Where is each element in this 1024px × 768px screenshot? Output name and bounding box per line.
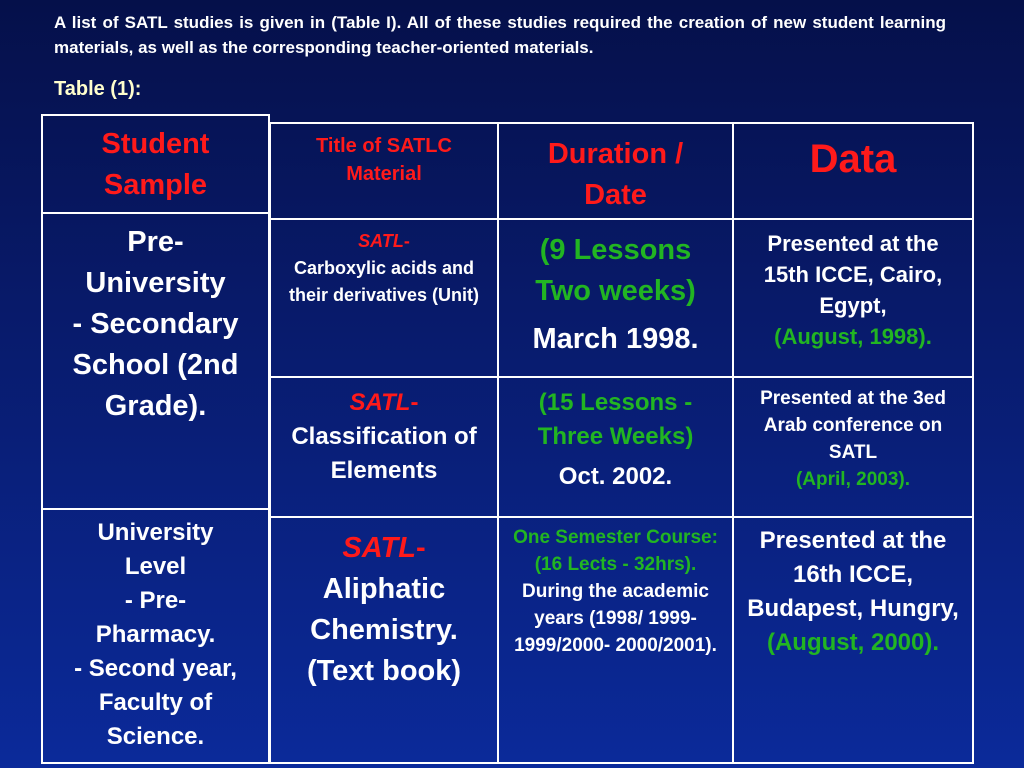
row1-duration: (9 Lessons Two weeks): [535, 234, 696, 307]
student-sample-header: Student Sample: [101, 128, 210, 201]
university-level-line: Pharmacy.: [95, 621, 216, 648]
university-level-line: University: [97, 519, 214, 546]
header-duration-date: Duration / Date: [547, 138, 684, 211]
row3-title-cell: [271, 518, 497, 762]
row1-data-cell: [734, 220, 972, 376]
pre-university-line: Grade).: [104, 390, 207, 422]
row2-duration-cell: [499, 378, 732, 516]
row1-data-text: Presented at the 15th ICCE, Cairo, Egypt,: [763, 231, 943, 318]
satl-prefix: SATL: [342, 532, 416, 564]
university-level-line: - Pre-: [124, 587, 187, 614]
pre-university-cell: [43, 214, 268, 510]
pre-university-line: Pre-: [127, 226, 184, 258]
row2-data-cell: [734, 378, 972, 516]
university-level-line: - Second year,: [74, 655, 237, 682]
university-level-line: Science.: [106, 723, 205, 750]
university-level-cell: [43, 510, 268, 762]
university-level-line: Faculty of: [98, 689, 213, 716]
satl-materials-table: [269, 122, 974, 764]
row1-data-date: (August, 1998).: [774, 324, 932, 349]
row1-duration-cell: [499, 220, 732, 376]
header-title-of-material: Title of SATLC Material: [316, 135, 452, 185]
satl-dash: -: [415, 532, 426, 564]
row2-title-text: Classification of Elements: [291, 423, 477, 484]
row3-duration: One Semester Course: (16 Lects - 32hrs).: [513, 527, 718, 575]
row2-data-date: (April, 2003).: [795, 469, 911, 490]
pre-university-line: - Secondary: [72, 308, 239, 340]
row3-data-cell: [734, 518, 972, 762]
row1-title-text: Carboxylic acids and their derivatives (Unit): [288, 258, 480, 305]
satl-dash: -: [410, 389, 419, 416]
header-data: Data: [809, 137, 897, 181]
satl-prefix: SATL: [349, 389, 411, 416]
row3-date: During the academic years (1998/ 1999- 1999/2000- 2000/2001).: [514, 581, 717, 656]
university-level-line: Level: [124, 553, 187, 580]
row2-data-text: Presented at the 3ed Arab conference on SATL: [760, 388, 946, 463]
satl-dash: -: [403, 231, 410, 251]
row1-date: March 1998.: [532, 323, 699, 355]
row3-data-date: (August, 2000).: [766, 629, 940, 656]
student-sample-header-cell: [43, 116, 268, 214]
satl-prefix: SATL: [358, 231, 404, 251]
intro-paragraph: A list of SATL studies is given in (Table I). All of these studies required the creation of new student learning materials, as well as the corresponding teacher-oriented materials.: [54, 13, 946, 57]
row3-duration-cell: [499, 518, 732, 762]
pre-university-line: School (2nd: [72, 349, 239, 381]
row2-duration: (15 Lessons - Three Weeks): [537, 389, 694, 450]
row1-title-cell: [271, 220, 497, 376]
row2-title-cell: [271, 378, 497, 516]
student-sample-table: [41, 114, 270, 764]
row2-date: Oct. 2002.: [558, 463, 673, 490]
table-caption: Table (1):: [54, 78, 142, 100]
pre-university-line: University: [85, 267, 226, 299]
row3-data-text: Presented at the 16th ICCE, Budapest, Hungry,: [747, 527, 959, 622]
row3-title-text: Aliphatic Chemistry. (Text book): [306, 573, 462, 687]
